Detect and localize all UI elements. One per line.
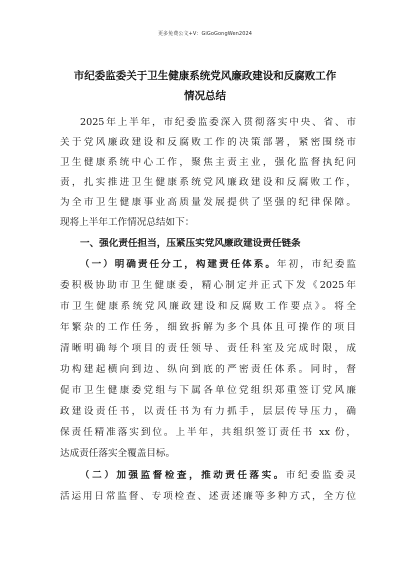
subsection-1-line-9: 保责任精准落实到位。上半年，共组织签订责任书 xx 份，	[60, 427, 356, 438]
subsection-2-first-line	[80, 470, 356, 482]
subsection-1-line-10: 达成责任落实全覆盖目标。	[60, 448, 176, 459]
intro-line-4: 责，扎实推进卫生健康系统党风廉政建设和反腐败工作，	[60, 177, 356, 188]
subsection-2-lead: （二）加强监督检查，推动责任落实。	[80, 470, 286, 481]
subsection-1-line-1: 年初，市纪委监	[276, 259, 356, 270]
intro-line-6: 现将上半年工作情况总结如下：	[60, 217, 195, 228]
subsection-1-first-line	[80, 259, 356, 271]
subsection-1-line-7: 促市卫生健康委党组与下属各单位党组织郑重签订党风廉	[60, 385, 356, 396]
intro-line-5: 为全市卫生健康事业高质量发展提供了坚强的纪律保障。	[60, 197, 356, 208]
subsection-2-line-1: 市纪委监委灵	[285, 470, 356, 481]
subsection-1-line-3: 市卫生健康系统党风廉政建设和反腐败工作要点》。将全	[60, 301, 356, 312]
watermark-text: 更多免费公文+V：GiGoGongWen2024	[157, 31, 253, 37]
subsection-1-line-5: 清晰明确每个项目的责任领导、责任科室及完成时限，成	[60, 343, 356, 354]
subsection-2-line-2: 活运用日常监督、专项检查、述责述廉等多种方式，全方位	[60, 491, 356, 502]
document-title-line-1: 市纪委监委关于卫生健康系统党风廉政建设和反腐败工作	[73, 70, 337, 82]
intro-line-1: 2025年上半年，市纪委监委深入贯彻落实中央、省、市	[80, 117, 356, 128]
subsection-1-line-8: 政建设责任书，以责任书为有力抓手，层层传导压力，确	[60, 406, 356, 417]
intro-line-3: 卫生健康系统中心工作，聚焦主责主业，强化监督执纪问	[60, 157, 356, 168]
subsection-1-lead: （一）明确责任分工，构建责任体系。	[80, 259, 277, 270]
subsection-1-line-4: 年繁杂的工作任务，细致拆解为多个具体且可操作的项目	[60, 322, 356, 333]
intro-line-2: 关于党风廉政建设和反腐败工作的决策部署，紧密围绕市	[60, 137, 356, 148]
section-heading-1: 一、强化责任担当，压紧压实党风廉政建设责任链条	[80, 238, 301, 249]
subsection-1-line-2: 委积极协助市卫生健康委，精心制定并正式下发《2025年	[60, 280, 356, 291]
document-title-line-2: 情况总结	[184, 90, 226, 102]
subsection-1-line-6: 功构建起横向到边、纵向到底的严密责任体系。同时，督	[60, 364, 356, 375]
